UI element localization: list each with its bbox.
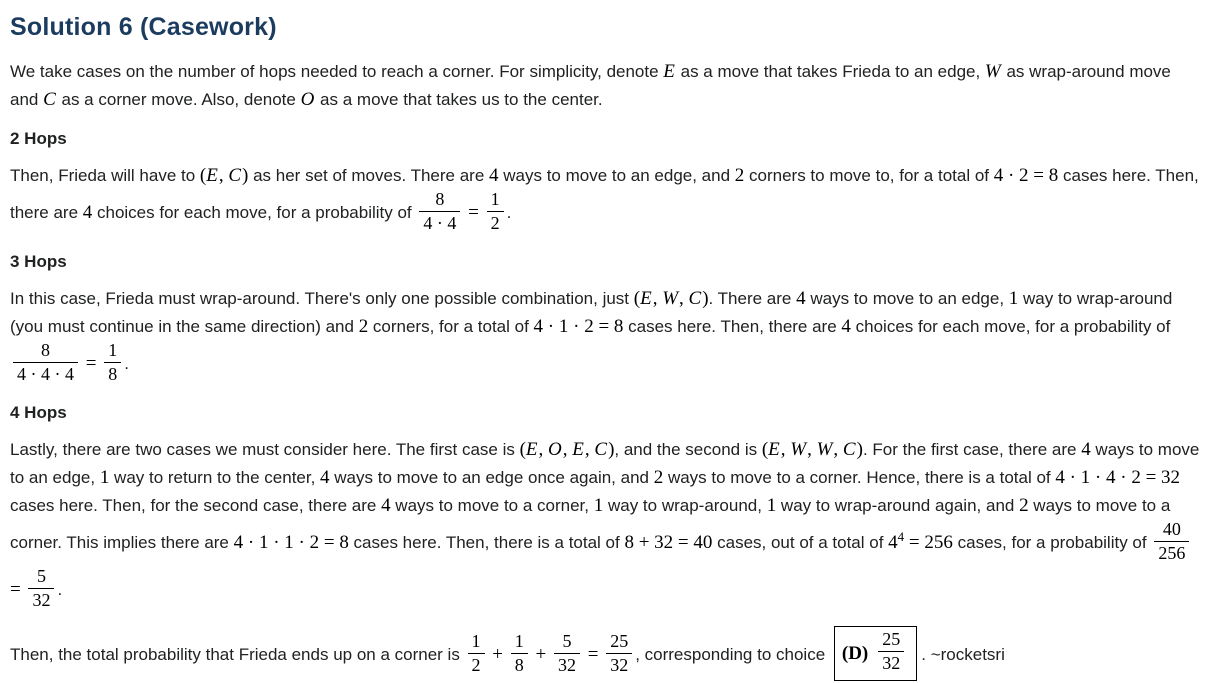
text-run: cases, for a probability of xyxy=(952,532,1152,552)
paragraph xyxy=(10,436,1201,614)
math-inline: = xyxy=(463,201,484,223)
fraction-denominator: 32 xyxy=(28,588,54,612)
text-run: . xyxy=(124,353,129,373)
text-run: choices for each move, for a probability of xyxy=(850,317,1171,336)
text-run: ways to move to a corner. This implies there are xyxy=(10,496,1171,552)
fraction-numerator: 5 xyxy=(562,631,572,651)
fraction xyxy=(28,565,54,612)
text-run: ways to move to an edge, xyxy=(10,440,1200,487)
fraction xyxy=(606,630,632,677)
text-run: way to return to the center, xyxy=(109,468,321,487)
fraction-numerator: 40 xyxy=(1162,519,1181,539)
text-run: . There are xyxy=(708,289,797,308)
math-inline: 1 xyxy=(593,495,604,516)
text-run: corners to move to, for a total of xyxy=(744,166,994,185)
fraction-denominator: 256 xyxy=(1154,541,1189,565)
text-run: ways to move to a corner. Hence, there is a total of xyxy=(663,468,1056,487)
text-run: corners, for a total of xyxy=(368,317,534,336)
text-run: . ~rocketsri xyxy=(921,644,1005,664)
text-run: In this case, Frieda must wrap-around. There's only one possible combination, just xyxy=(10,289,634,308)
math-inline: 8 + 32 = 40 xyxy=(624,531,713,553)
text-run: . xyxy=(57,579,63,599)
math-inline: E xyxy=(663,61,675,82)
math-inline: 4 xyxy=(489,165,499,186)
text-run: Lastly, there are two cases we must consider here. The first case is xyxy=(10,440,520,459)
fraction xyxy=(13,339,78,386)
fraction-numerator: 1 xyxy=(108,340,118,360)
math-inline: 4 · 1 · 1 · 2 = 8 xyxy=(233,531,349,553)
section-heading: 4 Hops xyxy=(10,403,67,422)
section-heading: 2 Hops xyxy=(10,129,67,148)
math-inline: 4 xyxy=(82,201,93,223)
fraction-numerator: 25 xyxy=(882,629,901,649)
math-inline: 4 xyxy=(381,495,391,516)
math-inline: 2 xyxy=(1019,495,1029,516)
text-run: cases here. Then, there are xyxy=(10,166,1199,222)
fraction-denominator: 2 xyxy=(468,653,485,677)
math-inline: 1 xyxy=(1008,288,1019,309)
fraction-denominator: 32 xyxy=(878,651,904,675)
math-inline: 4 xyxy=(796,288,806,309)
fraction-denominator: 2 xyxy=(487,211,504,235)
text-run: way to wrap-around (you must continue in the same direction) and xyxy=(10,289,1173,336)
math-inline: 1 xyxy=(99,467,110,488)
text-run: We take cases on the number of hops needed to reach a corner. For simplicity, denote xyxy=(10,62,664,81)
math-inline: + xyxy=(487,643,508,665)
math-power: $4^4$ xyxy=(888,528,905,553)
fraction-denominator: 4 · 4 xyxy=(419,211,460,235)
fraction xyxy=(511,630,528,677)
paragraph xyxy=(10,162,1201,237)
paragraph xyxy=(10,628,1201,683)
math-inline: + xyxy=(530,643,551,665)
text-run: ways to move to a corner, xyxy=(390,496,594,515)
math-inline: 4 xyxy=(320,467,330,488)
fraction xyxy=(554,630,580,677)
text-run: , and the second is xyxy=(614,440,762,459)
math-inline: C xyxy=(43,89,56,110)
math-inline: 4 · 2 = 8 xyxy=(993,165,1059,186)
text-run: ways to move to an edge once again, and xyxy=(329,468,654,487)
fraction-denominator: 32 xyxy=(606,653,632,677)
fraction xyxy=(104,339,121,386)
answer-choice-label: (D) xyxy=(841,642,869,664)
text-run: cases here. Then, there are xyxy=(623,317,842,336)
text-run: as a move that takes us to the center. xyxy=(315,90,603,109)
text-run: way to wrap-around, xyxy=(603,496,767,515)
fraction xyxy=(878,628,904,675)
math-inline: W xyxy=(984,61,1001,82)
math-inline: = 256 xyxy=(904,531,953,553)
math-inline: 1 xyxy=(766,495,777,516)
math-inline: = xyxy=(582,643,604,665)
fraction-denominator: 8 xyxy=(104,362,121,386)
fraction-denominator: 32 xyxy=(554,653,580,677)
math-inline: 2 xyxy=(734,165,745,186)
fraction xyxy=(468,630,485,677)
math-inline: O xyxy=(300,89,315,110)
text-run: as a corner move. Also, denote xyxy=(56,90,301,109)
text-run: as a move that takes Frieda to an edge, xyxy=(675,62,985,81)
text-run: way to wrap-around again, and xyxy=(776,496,1020,515)
fraction xyxy=(1154,518,1189,565)
text-run: cases, out of a total of xyxy=(712,532,889,552)
fraction-numerator: 1 xyxy=(514,631,524,651)
fraction-denominator: 4 · 4 · 4 xyxy=(13,362,78,386)
fraction-numerator: 8 xyxy=(41,340,50,360)
text-run: cases here. Then, for the second case, there are xyxy=(10,496,382,515)
math-inline: 4 · 1 · 4 · 2 = 32 xyxy=(1055,467,1181,488)
text-run: cases here. Then, there is a total of xyxy=(348,532,625,552)
fraction-numerator: 8 xyxy=(435,189,445,209)
paragraph xyxy=(10,285,1201,388)
math-inline: 4 xyxy=(1081,439,1091,460)
fraction xyxy=(487,188,504,235)
text-run: , corresponding to choice xyxy=(635,644,830,664)
boxed-answer xyxy=(834,626,917,681)
text-run: choices for each move, for a probability of xyxy=(92,202,417,222)
page-title: Solution 6 (Casework) xyxy=(10,13,277,41)
math-inline: 2 xyxy=(653,467,664,488)
math-inline: = xyxy=(81,352,102,374)
math-inline: (E, C) xyxy=(199,165,249,186)
math-inline: 4 · 1 · 2 = 8 xyxy=(533,316,624,337)
paragraph xyxy=(10,58,1201,114)
fraction xyxy=(419,188,460,235)
text-run: Then, Frieda will have to xyxy=(10,166,200,185)
text-run: . xyxy=(506,202,512,222)
math-inline: (E, O, E, C) xyxy=(519,439,615,460)
fraction-numerator: 25 xyxy=(610,631,629,651)
section-heading: 3 Hops xyxy=(10,252,67,271)
fraction-numerator: 5 xyxy=(36,566,46,586)
math-inline: (E, W, W, C) xyxy=(761,439,863,460)
text-run: ways to move to an edge, and xyxy=(498,166,735,185)
text-run: Then, the total probability that Frieda ends up on a corner is xyxy=(10,644,465,664)
fraction-numerator: 1 xyxy=(490,189,500,209)
fraction-numerator: 1 xyxy=(471,631,481,651)
math-inline: 2 xyxy=(358,316,369,337)
article-content xyxy=(10,58,1201,683)
text-run: . For the first case, there are xyxy=(862,440,1082,459)
fraction-denominator: 8 xyxy=(511,653,528,677)
text-run: ways to move to an edge, xyxy=(805,289,1009,308)
math-inline: = xyxy=(10,578,26,600)
text-run: as wrap-around move and xyxy=(10,62,1171,109)
math-inline: 4 xyxy=(841,316,851,337)
text-run: as her set of moves. There are xyxy=(248,166,490,185)
math-inline: (E, W, C) xyxy=(633,288,709,309)
